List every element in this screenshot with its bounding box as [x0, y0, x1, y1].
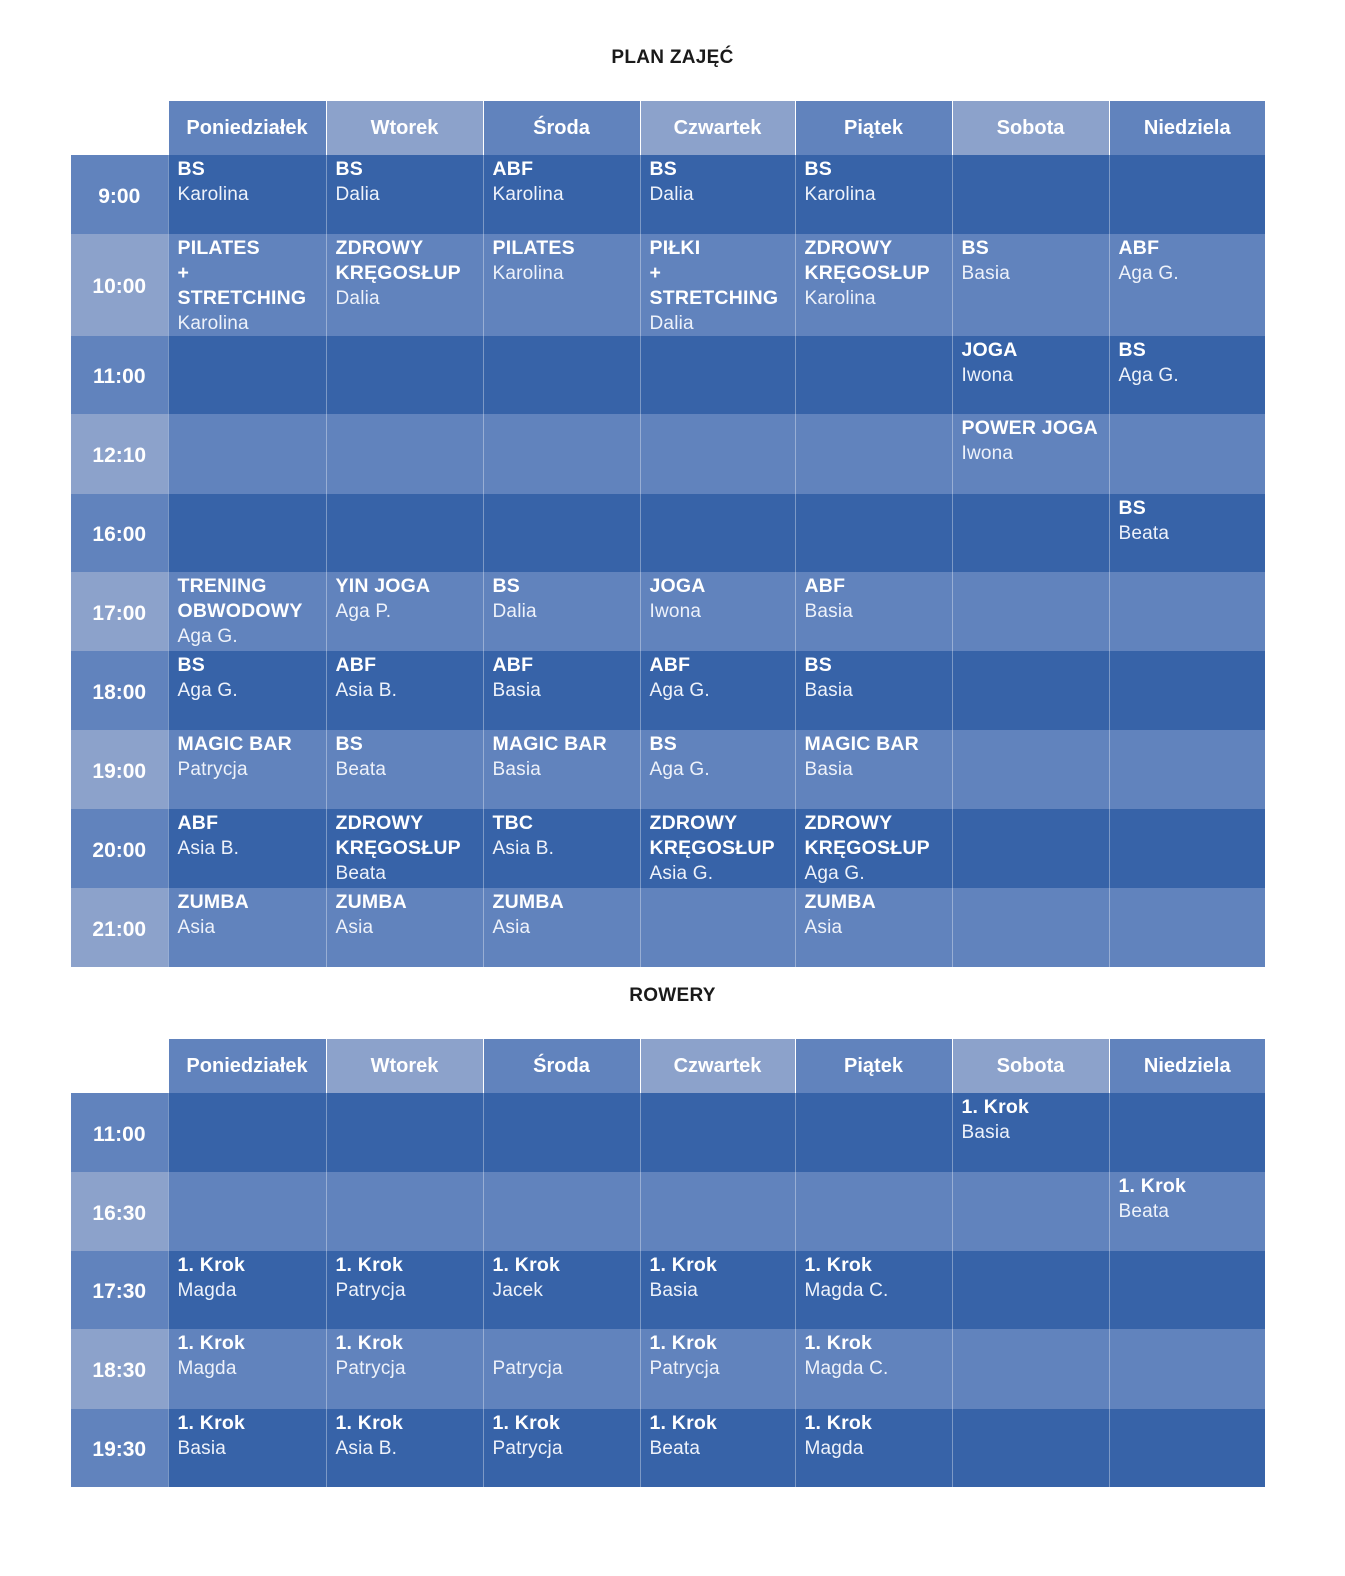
schedule-cell	[326, 572, 483, 651]
schedule-cell	[952, 1172, 1109, 1251]
time-label: 20:00	[71, 809, 168, 888]
schedule-cell	[952, 809, 1109, 888]
instructor-name: Asia B.	[335, 680, 398, 701]
schedule-cell	[326, 1329, 483, 1409]
class-name: ZDROWY KRĘGOSŁUP	[335, 812, 461, 859]
class-name: PIŁKI + STRETCHING	[649, 237, 779, 309]
class-name: ABF	[1118, 237, 1160, 259]
instructor-name: Karolina	[177, 313, 249, 334]
schedule-cell	[952, 651, 1109, 730]
class-name: MAGIC BAR	[804, 733, 919, 755]
class-name: 1. Krok	[649, 1412, 718, 1434]
instructor-name: Beata	[1118, 523, 1170, 544]
schedule-title: PLAN ZAJĘĆ	[611, 47, 734, 68]
schedule-cell	[326, 1251, 483, 1329]
schedule-cell	[640, 494, 795, 572]
instructor-name: Jacek	[492, 1280, 544, 1301]
schedule-cell	[168, 1329, 326, 1409]
schedule-cell	[168, 1251, 326, 1329]
instructor-name: Iwona	[649, 601, 702, 622]
schedule-cell	[795, 888, 952, 967]
class-name: 1. Krok	[961, 1096, 1030, 1118]
schedule-cell	[326, 1409, 483, 1487]
schedule-cell	[1109, 1251, 1265, 1329]
schedule-row	[71, 414, 1265, 494]
schedule-cell	[640, 336, 795, 414]
schedule-cell	[1109, 809, 1265, 888]
instructor-name: Magda	[177, 1358, 237, 1379]
time-label: 10:00	[71, 234, 168, 336]
schedule-cell	[483, 155, 640, 234]
day-header: Wtorek	[326, 101, 483, 155]
schedule-cell	[952, 572, 1109, 651]
header-corner	[71, 101, 168, 155]
instructor-name: Asia	[335, 917, 374, 938]
class-name: POWER JOGA	[961, 417, 1098, 439]
day-header: Sobota	[952, 101, 1109, 155]
schedule-cell	[1109, 651, 1265, 730]
instructor-name: Magda	[804, 1438, 864, 1459]
schedule-cell	[1109, 1329, 1265, 1409]
instructor-name: Dalia	[335, 184, 380, 205]
class-name: 1. Krok	[335, 1254, 404, 1276]
time-label: 16:30	[71, 1172, 168, 1251]
instructor-name: Patrycja	[335, 1358, 406, 1379]
instructor-name: Aga G.	[177, 680, 238, 701]
schedule-row	[71, 730, 1265, 809]
instructor-name: Beata	[1118, 1201, 1170, 1222]
instructor-name: Asia B.	[335, 1438, 398, 1459]
instructor-name: Basia	[492, 680, 542, 701]
class-name: ABF	[335, 654, 377, 676]
time-label: 11:00	[71, 336, 168, 414]
class-name: BS	[335, 158, 363, 180]
instructor-name: Asia G.	[649, 863, 714, 884]
time-label: 19:30	[71, 1409, 168, 1487]
schedule-cell	[168, 336, 326, 414]
schedule-cell	[640, 1329, 795, 1409]
class-name: 1. Krok	[177, 1412, 246, 1434]
instructor-name: Karolina	[177, 184, 249, 205]
schedule-cell	[483, 651, 640, 730]
schedule-cell	[640, 414, 795, 494]
schedule-cell	[952, 155, 1109, 234]
class-name: 1. Krok	[804, 1412, 873, 1434]
time-label: 11:00	[71, 1093, 168, 1172]
instructor-name: Aga G.	[177, 626, 238, 647]
instructor-name: Basia	[804, 759, 854, 780]
day-header: Piątek	[795, 1039, 952, 1093]
class-name: 1. Krok	[804, 1332, 873, 1354]
class-name: 1. Krok	[335, 1412, 404, 1434]
schedule-cell	[326, 1093, 483, 1172]
schedule-cell	[795, 1093, 952, 1172]
schedule-cell	[795, 651, 952, 730]
schedule-cell	[1109, 572, 1265, 651]
bikes-schedule-table	[71, 1039, 1265, 1487]
schedule-cell	[640, 234, 795, 336]
class-name: ZDROWY KRĘGOSŁUP	[804, 812, 930, 859]
schedule-cell	[952, 414, 1109, 494]
schedule-cell	[483, 809, 640, 888]
header-corner	[71, 1039, 168, 1093]
instructor-name: Magda C.	[804, 1358, 889, 1379]
schedule-cell	[795, 1409, 952, 1487]
schedule-cell	[795, 809, 952, 888]
class-name: ABF	[649, 654, 691, 676]
day-header: Poniedziałek	[168, 101, 326, 155]
class-name: JOGA	[961, 339, 1018, 361]
instructor-name: Karolina	[804, 184, 876, 205]
schedule-row	[71, 651, 1265, 730]
instructor-name: Iwona	[961, 365, 1014, 386]
schedule-cell	[326, 155, 483, 234]
schedule-cell	[1109, 234, 1265, 336]
instructor-name: Basia	[649, 1280, 699, 1301]
class-name: ZDROWY KRĘGOSŁUP	[335, 237, 461, 284]
schedule-row	[71, 572, 1265, 651]
schedule-cell	[640, 1093, 795, 1172]
schedule-cell	[795, 234, 952, 336]
schedule-cell	[168, 572, 326, 651]
schedule-cell	[168, 1409, 326, 1487]
instructor-name: Dalia	[649, 184, 694, 205]
class-name: ZUMBA	[804, 891, 876, 913]
schedule-cell	[326, 234, 483, 336]
schedule-cell	[1109, 414, 1265, 494]
instructor-name: Aga G.	[1118, 263, 1179, 284]
day-header: Poniedziałek	[168, 1039, 326, 1093]
schedule-cell	[326, 336, 483, 414]
schedule-cell	[168, 155, 326, 234]
schedule-row	[71, 494, 1265, 572]
schedule-cell	[483, 1172, 640, 1251]
class-name: ABF	[177, 812, 219, 834]
schedule-cell	[326, 888, 483, 967]
schedule-cell	[326, 414, 483, 494]
instructor-name: Aga G.	[804, 863, 865, 884]
instructor-name: Beata	[335, 863, 387, 884]
schedule-cell	[483, 1409, 640, 1487]
instructor-name: Asia	[177, 917, 216, 938]
class-name: PILATES + STRETCHING	[177, 237, 307, 309]
instructor-name: Asia B.	[492, 838, 555, 859]
day-header: Czwartek	[640, 101, 795, 155]
schedule-cell	[640, 888, 795, 967]
schedule-cell	[952, 234, 1109, 336]
class-name: 1. Krok	[177, 1254, 246, 1276]
class-schedule-table	[71, 101, 1265, 967]
day-header: Piątek	[795, 101, 952, 155]
class-name: BS	[649, 733, 677, 755]
schedule-cell	[326, 809, 483, 888]
schedule-cell	[952, 888, 1109, 967]
class-name: BS	[177, 158, 205, 180]
class-name: BS	[649, 158, 677, 180]
day-header: Środa	[483, 1039, 640, 1093]
schedule-cell	[1109, 494, 1265, 572]
instructor-name: Basia	[961, 1122, 1011, 1143]
time-label: 18:00	[71, 651, 168, 730]
instructor-name: Patrycja	[335, 1280, 406, 1301]
instructor-name: Basia	[492, 759, 542, 780]
instructor-name: Dalia	[492, 601, 537, 622]
day-header: Niedziela	[1109, 1039, 1265, 1093]
instructor-name: Beata	[335, 759, 387, 780]
instructor-name: Beata	[649, 1438, 701, 1459]
schedule-cell	[168, 414, 326, 494]
instructor-name: Basia	[961, 263, 1011, 284]
instructor-name: Asia	[492, 917, 531, 938]
time-label: 21:00	[71, 888, 168, 967]
schedule-row	[71, 1251, 1265, 1329]
instructor-name: Asia	[804, 917, 843, 938]
class-name: ZUMBA	[492, 891, 564, 913]
instructor-name: Aga P.	[335, 601, 392, 622]
class-name: 1. Krok	[177, 1332, 246, 1354]
class-name: 1. Krok	[649, 1332, 718, 1354]
schedule-cell	[168, 651, 326, 730]
schedule-cell	[1109, 730, 1265, 809]
class-name: 1. Krok	[804, 1254, 873, 1276]
class-name: BS	[804, 158, 832, 180]
schedule-cell	[795, 336, 952, 414]
bikes-title: ROWERY	[629, 985, 716, 1006]
schedule-cell	[168, 730, 326, 809]
schedule-row	[71, 1093, 1265, 1172]
schedule-cell	[1109, 1409, 1265, 1487]
class-name: JOGA	[649, 575, 706, 597]
class-name: ABF	[492, 654, 534, 676]
schedule-cell	[795, 1172, 952, 1251]
schedule-row	[71, 336, 1265, 414]
schedule-cell	[952, 730, 1109, 809]
schedule-row	[71, 888, 1265, 967]
schedule-cell	[795, 572, 952, 651]
day-header-row	[71, 1039, 1265, 1093]
class-name: 1. Krok	[649, 1254, 718, 1276]
schedule-cell	[168, 1172, 326, 1251]
instructor-name: Karolina	[804, 288, 876, 309]
schedule-cell	[483, 572, 640, 651]
instructor-name: Patrycja	[492, 1438, 563, 1459]
schedule-cell	[795, 155, 952, 234]
schedule-cell	[483, 730, 640, 809]
schedule-cell	[1109, 155, 1265, 234]
class-name: MAGIC BAR	[492, 733, 607, 755]
class-name: 1. Krok	[1118, 1175, 1187, 1197]
instructor-name: Basia	[804, 680, 854, 701]
schedule-cell	[326, 494, 483, 572]
class-name: PILATES	[492, 237, 575, 259]
time-label: 19:00	[71, 730, 168, 809]
day-header: Sobota	[952, 1039, 1109, 1093]
class-name: BS	[335, 733, 363, 755]
instructor-name: Patrycja	[492, 1358, 563, 1379]
day-header-row	[71, 101, 1265, 155]
instructor-name: Magda C.	[804, 1280, 889, 1301]
schedule-row	[71, 155, 1265, 234]
schedule-cell	[795, 414, 952, 494]
class-name: TRENING OBWODOWY	[177, 575, 303, 622]
schedule-cell	[326, 651, 483, 730]
schedule-row	[71, 1409, 1265, 1487]
schedule-cell	[168, 234, 326, 336]
schedule-cell	[168, 809, 326, 888]
schedule-cell	[640, 1251, 795, 1329]
time-label: 9:00	[71, 155, 168, 234]
instructor-name: Patrycja	[649, 1358, 720, 1379]
class-name: ZDROWY KRĘGOSŁUP	[649, 812, 775, 859]
schedule-row	[71, 1172, 1265, 1251]
instructor-name: Karolina	[492, 184, 564, 205]
class-name: ZUMBA	[177, 891, 249, 913]
schedule-cell	[952, 1093, 1109, 1172]
class-name: BS	[1118, 339, 1146, 361]
schedule-cell	[483, 414, 640, 494]
schedule-cell	[483, 1093, 640, 1172]
class-name: 1. Krok	[492, 1412, 561, 1434]
instructor-name: Aga G.	[1118, 365, 1179, 386]
schedule-cell	[795, 730, 952, 809]
schedule-cell	[326, 730, 483, 809]
class-name: BS	[177, 654, 205, 676]
schedule-cell	[483, 234, 640, 336]
class-name: ZDROWY KRĘGOSŁUP	[804, 237, 930, 284]
schedule-row	[71, 1329, 1265, 1409]
schedule-cell	[640, 1409, 795, 1487]
class-name: BS	[1118, 497, 1146, 519]
instructor-name: Patrycja	[177, 759, 248, 780]
day-header: Środa	[483, 101, 640, 155]
schedule-cell	[795, 1251, 952, 1329]
instructor-name: Asia B.	[177, 838, 240, 859]
schedule-cell	[1109, 1093, 1265, 1172]
class-name: 1. Krok	[492, 1254, 561, 1276]
time-label: 17:30	[71, 1251, 168, 1329]
day-header: Wtorek	[326, 1039, 483, 1093]
instructor-name: Dalia	[335, 288, 380, 309]
instructor-name: Basia	[804, 601, 854, 622]
class-name: YIN JOGA	[335, 575, 431, 597]
class-name: BS	[804, 654, 832, 676]
schedule-cell	[640, 809, 795, 888]
schedule-cell	[483, 336, 640, 414]
day-header: Czwartek	[640, 1039, 795, 1093]
schedule-cell	[483, 494, 640, 572]
schedule-cell	[952, 494, 1109, 572]
instructor-name: Aga G.	[649, 759, 710, 780]
class-name: ZUMBA	[335, 891, 407, 913]
instructor-name: Aga G.	[649, 680, 710, 701]
instructor-name: Karolina	[492, 263, 564, 284]
schedule-cell	[168, 494, 326, 572]
time-label: 12:10	[71, 414, 168, 494]
instructor-name: Magda	[177, 1280, 237, 1301]
schedule-cell	[640, 572, 795, 651]
schedule-cell	[1109, 1172, 1265, 1251]
instructor-name: Basia	[177, 1438, 227, 1459]
instructor-name: Dalia	[649, 313, 694, 334]
schedule-cell	[483, 1329, 640, 1409]
class-name: ABF	[804, 575, 846, 597]
schedule-cell	[168, 1093, 326, 1172]
class-name: BS	[961, 237, 989, 259]
schedule-cell	[640, 155, 795, 234]
schedule-cell	[483, 888, 640, 967]
schedule-row	[71, 809, 1265, 888]
schedule-cell	[1109, 888, 1265, 967]
day-header: Niedziela	[1109, 101, 1265, 155]
schedule-cell	[168, 888, 326, 967]
class-name: TBC	[492, 812, 534, 834]
class-name: BS	[492, 575, 520, 597]
schedule-cell	[640, 730, 795, 809]
schedule-cell	[795, 1329, 952, 1409]
class-name: ABF	[492, 158, 534, 180]
schedule-cell	[326, 1172, 483, 1251]
schedule-row	[71, 234, 1265, 336]
schedule-cell	[483, 1251, 640, 1329]
schedule-cell	[952, 1251, 1109, 1329]
class-name: MAGIC BAR	[177, 733, 292, 755]
schedule-cell	[952, 1329, 1109, 1409]
class-name: 1. Krok	[335, 1332, 404, 1354]
schedule-cell	[640, 651, 795, 730]
schedule-cell	[640, 1172, 795, 1251]
schedule-cell	[952, 336, 1109, 414]
time-label: 18:30	[71, 1329, 168, 1409]
instructor-name: Iwona	[961, 443, 1014, 464]
schedule-cell	[1109, 336, 1265, 414]
time-label: 16:00	[71, 494, 168, 572]
time-label: 17:00	[71, 572, 168, 651]
schedule-cell	[795, 494, 952, 572]
schedule-cell	[952, 1409, 1109, 1487]
